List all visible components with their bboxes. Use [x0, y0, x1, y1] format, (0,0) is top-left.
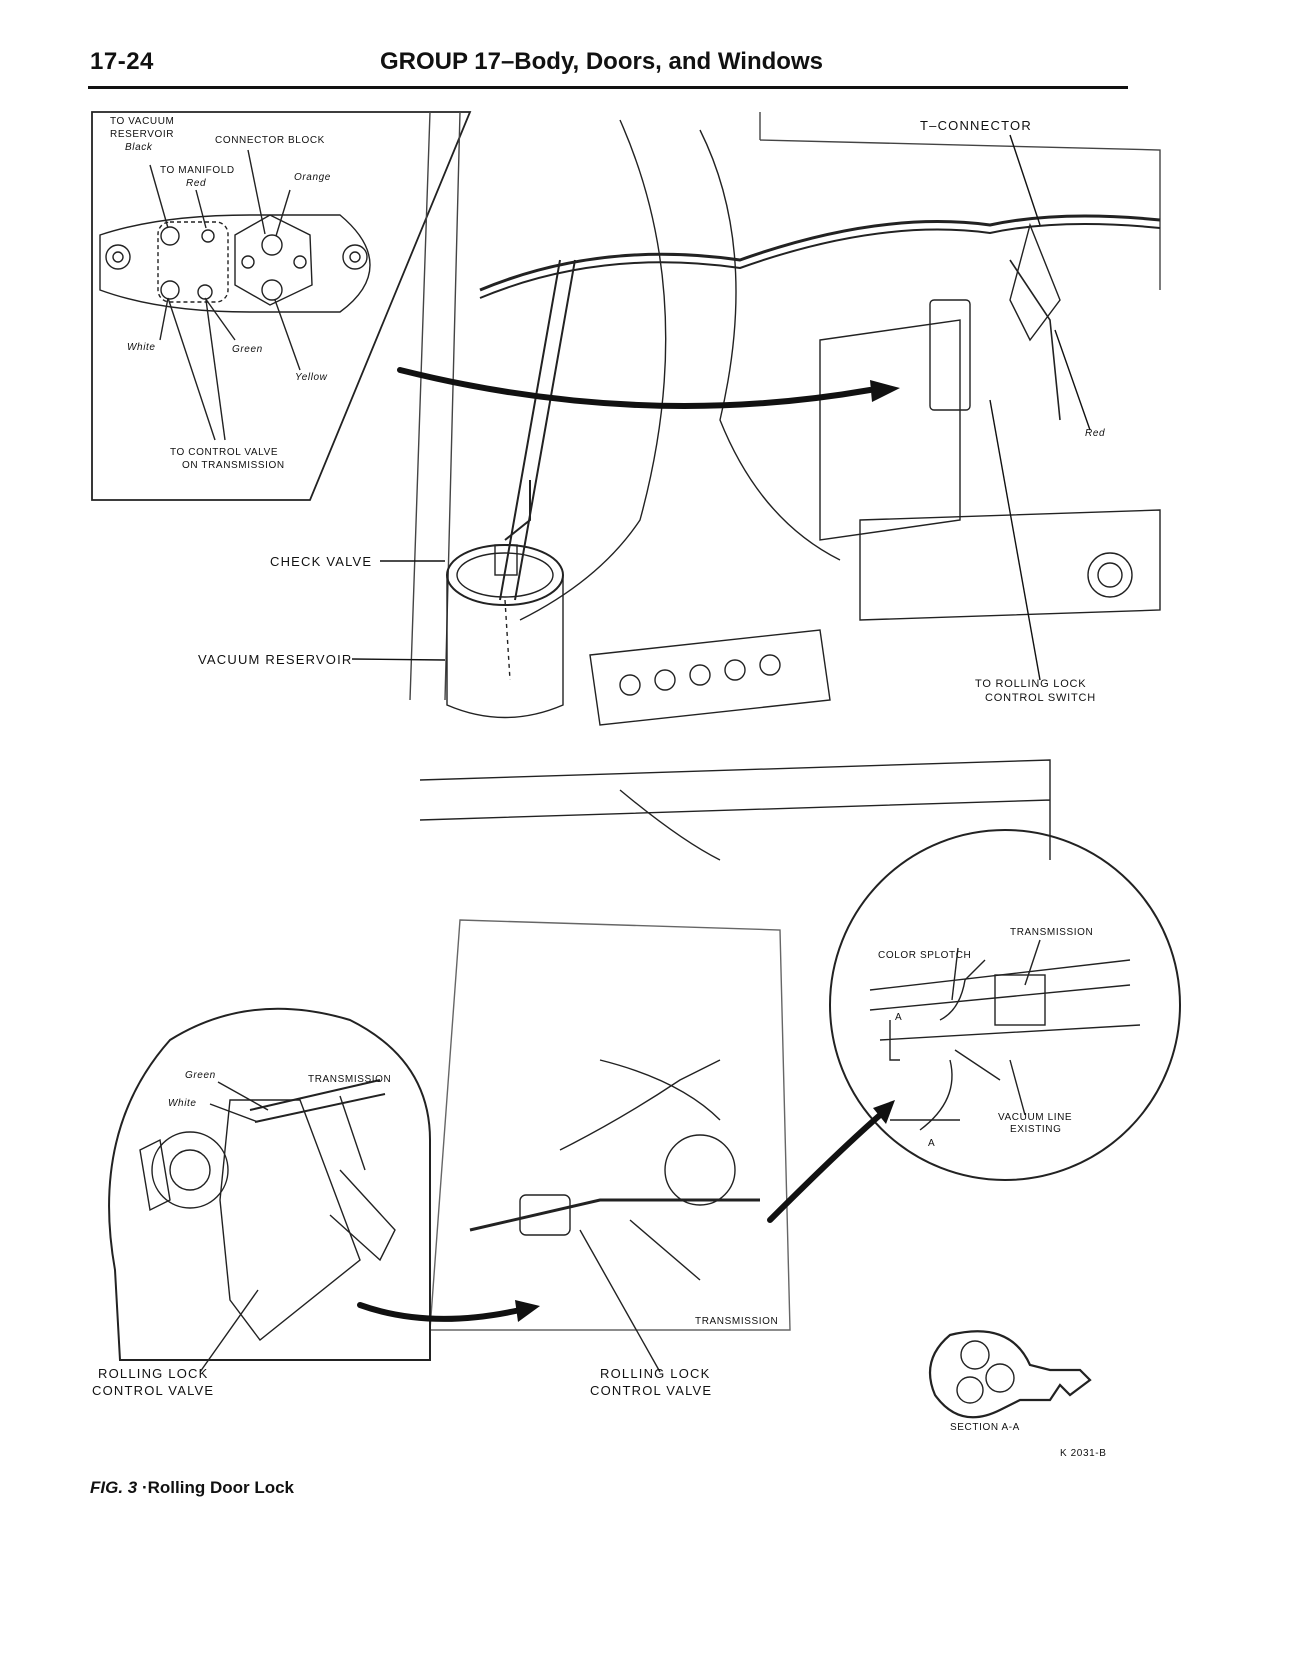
center-label-rolling-lock-2: CONTROL VALVE: [590, 1383, 713, 1398]
left-label-transmission: TRANSMISSION: [308, 1074, 392, 1085]
inset-label-to-control-valve-1: TO CONTROL VALVE: [170, 447, 279, 458]
inset-label-orange: Orange: [294, 172, 331, 183]
left-label-green: Green: [185, 1070, 216, 1081]
figure-code: K 2031-B: [1060, 1448, 1107, 1459]
section-a-a-label: SECTION A-A: [950, 1422, 1020, 1433]
inset-label-green: Green: [232, 344, 263, 355]
page-title: GROUP 17–Body, Doors, and Windows: [380, 48, 823, 75]
arrowhead-t-connector: [870, 380, 900, 402]
right-label-vacuum-line-1: VACUUM LINE: [998, 1112, 1073, 1123]
left-label-white: White: [168, 1098, 197, 1109]
inset-label-white: White: [127, 342, 156, 353]
arrow-to-valve: [360, 1305, 520, 1319]
left-label-rolling-lock-2: CONTROL VALVE: [92, 1383, 215, 1398]
right-label-a-top: A: [895, 1012, 903, 1023]
inset-label-connector-block: CONNECTOR BLOCK: [215, 135, 325, 146]
right-label-color-splotch: COLOR SPLOTCH: [878, 950, 972, 961]
page-number: 17-24: [90, 48, 154, 75]
label-to-rolling-lock-1: TO ROLLING LOCK: [975, 678, 1087, 690]
label-vacuum-reservoir: VACUUM RESERVOIR: [198, 652, 353, 667]
figure-caption: [90, 1478, 294, 1498]
right-label-transmission: TRANSMISSION: [1010, 927, 1094, 938]
left-label-rolling-lock-1: ROLLING LOCK: [98, 1366, 209, 1381]
inset-label-to-manifold: TO MANIFOLD: [160, 165, 235, 176]
figure-title: ·Rolling Door Lock: [141, 1478, 295, 1497]
inset-label-red: Red: [186, 178, 207, 189]
label-t-connector: T–CONNECTOR: [920, 118, 1032, 133]
right-label-a-bottom: A: [928, 1138, 936, 1149]
center-label-transmission: TRANSMISSION: [695, 1316, 779, 1327]
inset-label-to-control-valve-2: ON TRANSMISSION: [182, 460, 285, 471]
figure-number: FIG. 3: [90, 1478, 138, 1497]
inset-frame: [92, 112, 470, 500]
center-label-rolling-lock-1: ROLLING LOCK: [600, 1366, 711, 1381]
inset-label-yellow: Yellow: [295, 372, 328, 383]
label-check-valve: CHECK VALVE: [270, 554, 373, 569]
label-red: Red: [1085, 428, 1106, 439]
inset-label-to-vacuum-1: TO VACUUM: [110, 116, 175, 127]
right-label-vacuum-line-2: EXISTING: [1010, 1124, 1062, 1135]
inset-label-black: Black: [125, 142, 153, 153]
inset-label-to-vacuum-2: RESERVOIR: [110, 129, 175, 140]
arrow-to-t-connector: [400, 370, 870, 406]
label-to-rolling-lock-2: CONTROL SWITCH: [985, 692, 1097, 704]
